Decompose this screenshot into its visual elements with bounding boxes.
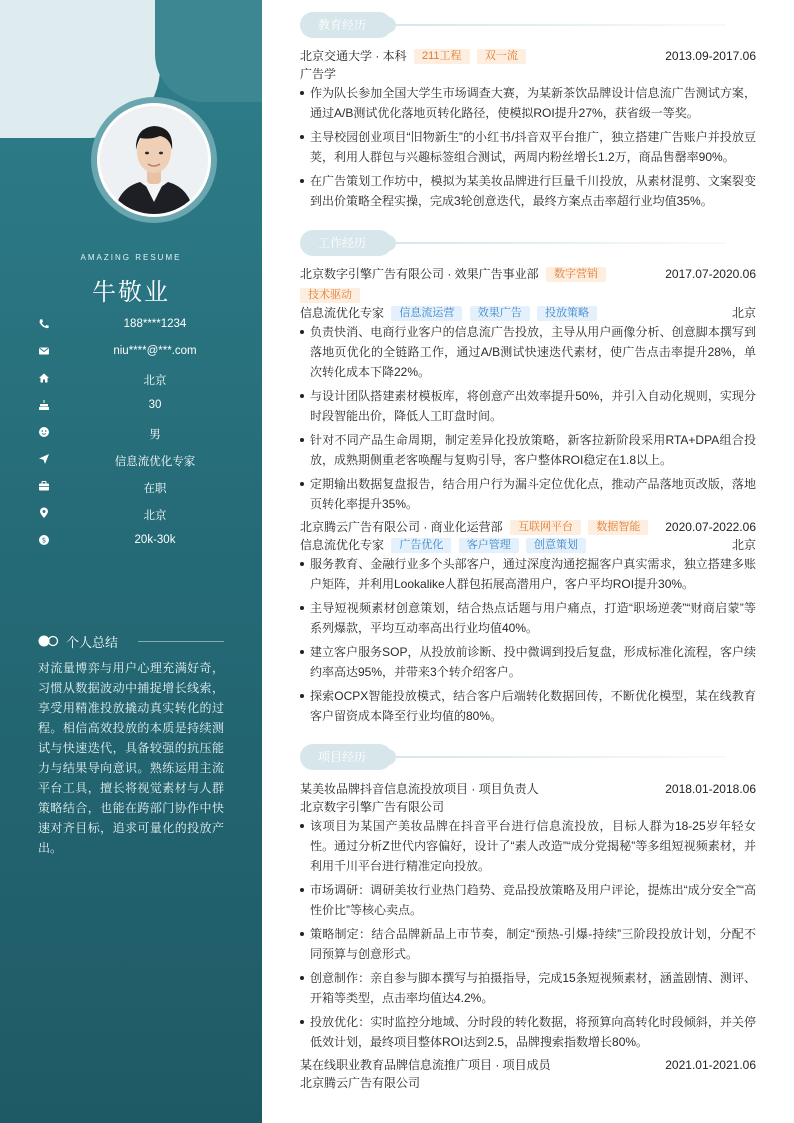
list-item: 投放优化：实时监控分地域、分时段的转化数据，将预算向高转化时段倾斜，并关停低效计划，最终项目整体ROI达到2.5，品牌搜索指数增长80%。 [300,1012,756,1052]
toggle-icon [38,635,60,647]
list-item: 负责快消、电商行业客户的信息流广告投放，主导从用户画像分析、创意脚本撰写到落地页优化的全链路工作，通过A/B测试快速迭代素材，使广告点击率提升28%，单次转化成本下降22%。 [300,322,756,382]
position-text: 信息流优化专家 [114,456,196,468]
phone-icon [38,318,50,330]
info-row-salary [0,531,262,551]
summary-heading [38,632,224,650]
list-item: 主导短视频素材创意策划，结合热点话题与用户痛点，打造“职场逆袭”“财商启蒙”等系列爆款，平均互动率高出行业均值40%。 [300,598,756,638]
section-title: 教育经历 [300,12,392,38]
section-header-education [300,12,756,38]
skill-tag: 信息流运营 [391,306,462,321]
school-tag: 211工程 [414,49,470,64]
skill-tag: 投放策略 [537,306,597,321]
section-title: 工作经历 [300,230,392,256]
list-item: 建立客户服务SOP，从投放前诊断、投中微调到投后复盘，形成标准化流程，客户续约率高达95%，并带来3个转介绍客户。 [300,642,756,682]
home-icon [38,372,50,384]
skill-tag: 效果广告 [470,306,530,321]
company-tag: 互联网平台 [510,520,581,535]
job-city: 北京 [731,306,756,320]
list-item: 服务教育、金融行业多个头部客户，通过深度沟通挖掘客户真实需求，独立搭建多账户矩阵，并利用Lookalike人群包拓展高潜用户，客户平均ROI提升30%。 [300,554,756,594]
company-name: 北京数字引擎广告有限公司 · 效果广告事业部 [300,267,539,281]
info-row-position [0,450,262,470]
list-item: 与设计团队搭建素材模板库，将创意产出效率提升50%，并引入自动化规则，实现分时段智能出价，降低人工盯盘时间。 [300,386,756,426]
info-row-age [0,396,262,416]
section-title: 项目经历 [300,744,392,770]
project-name: 某美妆品牌抖音信息流投放项目 · 项目负责人 [300,782,539,796]
major: 广告学 [300,67,337,81]
job-bullets [300,322,756,518]
info-row-home [0,369,262,389]
status-text: 在职 [143,483,167,495]
job-period: 2020.07-2022.06 [665,520,756,534]
info-row-gender [0,423,262,443]
cake-icon [38,399,50,411]
divider [392,24,726,26]
list-item: 创意制作：亲自参与脚本撰写与拍摄指导，完成15条短视频素材，涵盖剧情、测评、开箱等类型，点击率均值达4.2%。 [300,968,756,1008]
project-org-row [300,1074,756,1092]
project-period: 2018.01-2018.06 [665,782,756,796]
project-period: 2021.01-2021.06 [665,1058,756,1072]
money-icon [38,534,50,546]
sidebar [0,0,262,1123]
summary-text: 对流量博弈与用户心理充满好奇，习惯从数据波动中捕捉增长线索，享受用精准投放撬动真实转化的过程。相信高效投放的本质是持续测试与快速迭代，具备较强的抗压能力与结果导向意识。熟练运用主流平台工具，擅长将视觉素材与人群策略结合，也能在跨部门协作中快速对齐目标，追求可量化的投放产出。 [38,661,224,855]
avatar [97,103,211,217]
divider [138,641,224,642]
job-title: 信息流优化专家 [300,538,385,552]
project-org: 北京腾云广告有限公司 [300,1076,421,1090]
gender-text: 男 [149,429,161,441]
job-period: 2017.07-2020.06 [665,267,756,281]
avatar-frame [91,97,217,223]
project-org: 北京数字引擎广告有限公司 [300,800,445,814]
skill-tag: 创意策划 [526,538,586,553]
age-text: 30 [148,399,162,411]
education-row [300,47,756,65]
school-tag: 双一流 [477,49,526,64]
briefcase-icon [38,480,50,492]
city-text: 北京 [143,510,167,522]
info-row-city [0,504,262,524]
portrait-photo [100,106,208,214]
skill-tag: 广告优化 [391,538,451,553]
person-name: 牛敬业 [92,279,170,306]
list-item: 该项目为某国产美妆品牌在抖音平台进行信息流投放，目标人群为18-25岁年轻女性。通过分析Z世代内容偏好，设计了“素人改造”“成分党揭秘”等多组短视频素材，并利用千川平台进行精准定向投放。 [300,816,756,876]
list-item: 在广告策划工作坊中，模拟为某美妆品牌进行巨量千川投放，从素材混剪、文案裂变到出价策略全程实操，完成3轮创意迭代，最终方案点击率超行业均值35%。 [300,171,756,211]
mail-icon [38,345,50,357]
main-content [300,0,756,1123]
section-header-projects [300,744,756,770]
major-row [300,65,756,83]
education-period: 2013.09-2017.06 [665,49,756,63]
project-row [300,780,756,798]
hometown-text: 北京 [143,375,167,387]
list-item: 探索OCPX智能投放模式，结合客户后端转化数据回传，不断优化模型，某在线教育客户留资成本降至行业均值的80%。 [300,686,756,726]
job-company-row [300,518,756,536]
info-row-phone [0,315,262,335]
job-city: 北京 [731,538,756,552]
section-header-work [300,230,756,256]
education-bullets [300,83,756,215]
list-item: 主导校园创业项目“旧物新生”的小红书/抖音双平台推广，独立搭建广告账户并投放豆荚，利用人群包与兴趣标签组合测试，两周内粉丝增长1.2万，商品售罄率90%。 [300,127,756,167]
divider [392,242,726,244]
job-bullets [300,554,756,730]
company-name: 北京腾云广告有限公司 · 商业化运营部 [300,520,503,534]
job-title-row [300,304,756,322]
list-item: 策略制定：结合品牌新品上市节奏，制定“预热-引爆-持续”三阶段投放计划，分配不同预算与创意形式。 [300,924,756,964]
skill-tag: 客户管理 [459,538,519,553]
location-pin-icon [38,507,50,519]
school-name: 北京交通大学 · 本科 [300,49,407,63]
project-bullets [300,816,756,1056]
company-tag: 技术驱动 [300,288,360,303]
project-row [300,1056,756,1074]
list-item: 针对不同产品生命周期，制定差异化投放策略，新客拉新阶段采用RTA+DPA组合投放，成熟期侧重老客唤醒与复购引导，客户整体ROI稳定在1.8以上。 [300,430,756,470]
send-icon [38,453,50,465]
summary-title: 个人总结 [66,635,119,650]
list-item: 定期输出数据复盘报告，结合用户行为漏斗定位优化点，推动产品落地页改版，落地页转化率提升35%。 [300,474,756,514]
company-tag: 数字营销 [546,267,606,282]
gender-icon [38,426,50,438]
phone-text: 188****1234 [123,318,187,330]
list-item: 市场调研：调研美妆行业热门趋势、竞品投放策略及用户评论，提炼出“成分安全”“高性价比”等核心卖点。 [300,880,756,920]
job-company-row [300,265,756,283]
job-title-row [300,536,756,554]
list-item: 作为队长参加全国大学生市场调查大赛，为某新茶饮品牌设计信息流广告测试方案，通过A/B测试优化落地页转化路径，使模拟ROI提升27%，获省级一等奖。 [300,83,756,123]
project-name: 某在线职业教育品牌信息流推广项目 · 项目成员 [300,1058,551,1072]
project-org-row [300,798,756,816]
decorative-shape [155,0,262,102]
divider [392,756,726,758]
info-row-status [0,477,262,497]
job-title: 信息流优化专家 [300,306,385,320]
resume-tagline: AMAZING RESUME [80,253,182,262]
info-row-email [0,342,262,362]
company-tag: 数据智能 [588,520,648,535]
email-text: niu****@***.com [113,345,197,357]
salary-text: 20k-30k [134,534,176,546]
svg-text:$: $ [41,536,47,545]
job-tag-row [300,286,756,304]
